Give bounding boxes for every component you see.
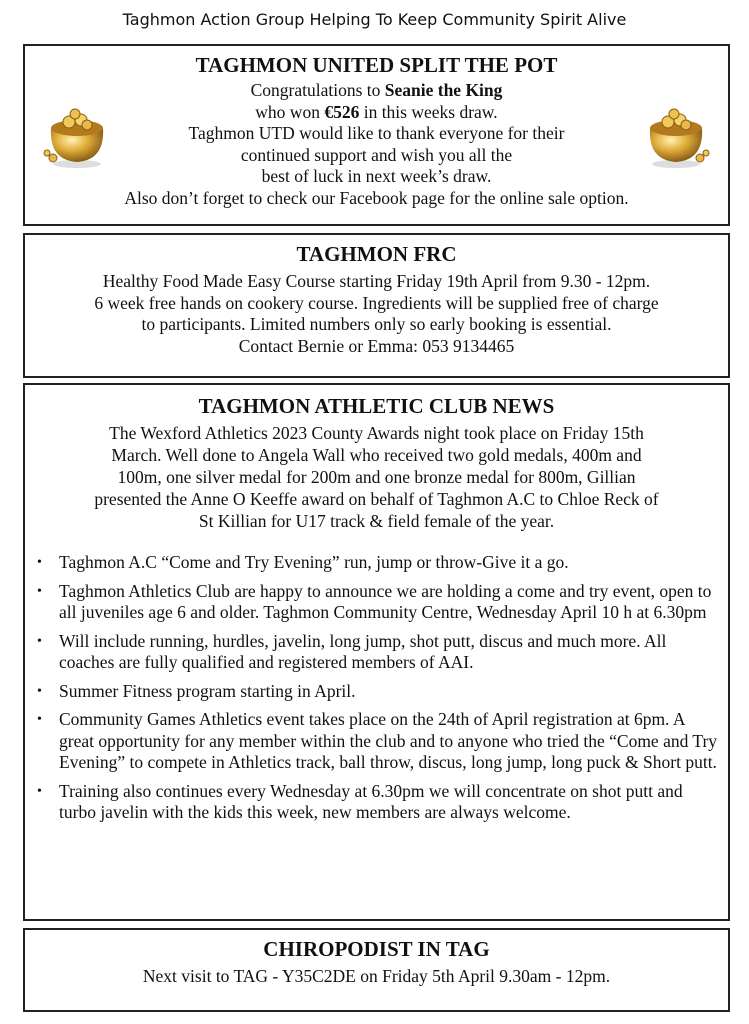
- frc-section: [23, 233, 730, 378]
- split-the-pot-section: [23, 44, 730, 226]
- frc-text: Healthy Food Made Easy Course starting Friday 19th April from 9.30 - 12pm. 6 week free hands on cookery course. Ingredients will be supplied free of charge to participants. Limited numbers only so early booking is essential. Contact Bernie or Emma: 053 9134465: [94, 271, 659, 356]
- bullet-icon: •: [37, 555, 42, 570]
- athletic-club-title: TAGHMON ATHLETIC CLUB NEWS: [198, 394, 555, 418]
- winner-name: Seanie the King: [384, 80, 503, 100]
- athletic-club-intro: The Wexford Athletics 2023 County Awards night took place on Friday 15th March. Well done to Angela Wall who received two gold medals, 400m and 100m, one silver medal for 200m and one bronze medal for 800m, Gillian presented the Anne O Keeffe award on behalf of Taghmon A.C to Chloe Reck of St Killian for U17 track & field female of the year.: [94, 423, 659, 531]
- chiropodist-title: CHIROPODIST IN TAG: [263, 937, 490, 961]
- list-item: • Taghmon Athletics Club are happy to announce we are holding a come and try event, open to all juveniles age 6 and older. Taghmon Community Centre, Wednesday April 10 h at 6.30pm: [37, 580, 712, 622]
- list-item: • Taghmon A.C “Come and Try Evening” run, jump or throw-Give it a go.: [37, 552, 569, 572]
- prize-amount: €526: [324, 101, 360, 122]
- pot-of-gold-icon: [41, 98, 113, 170]
- list-item: • Will include running, hurdles, javelin, long jump, shot putt, discus and much more. All coaches are fully qualified and registered members of AAI.: [37, 630, 667, 672]
- bullet-icon: •: [37, 683, 42, 699]
- frc-title: TAGHMON FRC: [296, 242, 457, 266]
- bullet-icon: •: [37, 712, 42, 727]
- pot-of-gold-icon: [640, 98, 712, 170]
- chiropodist-section: [23, 928, 730, 1012]
- athletic-club-bullet-list: [35, 552, 718, 824]
- bullet-icon: •: [37, 583, 42, 599]
- bullet-icon: •: [37, 633, 42, 649]
- split-the-pot-title: TAGHMON UNITED SPLIT THE POT: [195, 53, 558, 77]
- list-item: • Training also continues every Wednesday at 6.30pm we will concentrate on shot putt and turbo javelin with the kids this week, new members are always welcome.: [37, 780, 683, 822]
- page-header: Taghmon Action Group Helping To Keep Community Spirit Alive: [122, 10, 627, 29]
- chiropodist-text: Next visit to TAG - Y35C2DE on Friday 5th April 9.30am - 12pm.: [142, 966, 611, 986]
- split-the-pot-text: Congratulations to Seanie the King who won €526 in this weeks draw. Taghmon UTD would like to thank everyone for their continued support and wish you all the best of luck in next week’s draw. Also don’t forget to check our Facebook page for the online sale option.: [124, 80, 629, 208]
- athletic-club-section: [23, 383, 730, 921]
- list-item: • Community Games Athletics event takes place on the 24th of April registration at 6pm. A great opportunity for any member within the club and to anyone who tried the “Come and Try Evening” to compete in Athletics track, ball throw, discus, long jump, long puck & Short putt.: [37, 709, 718, 772]
- bullet-icon: •: [37, 783, 42, 799]
- list-item: • Summer Fitness program starting in April.: [37, 680, 356, 701]
